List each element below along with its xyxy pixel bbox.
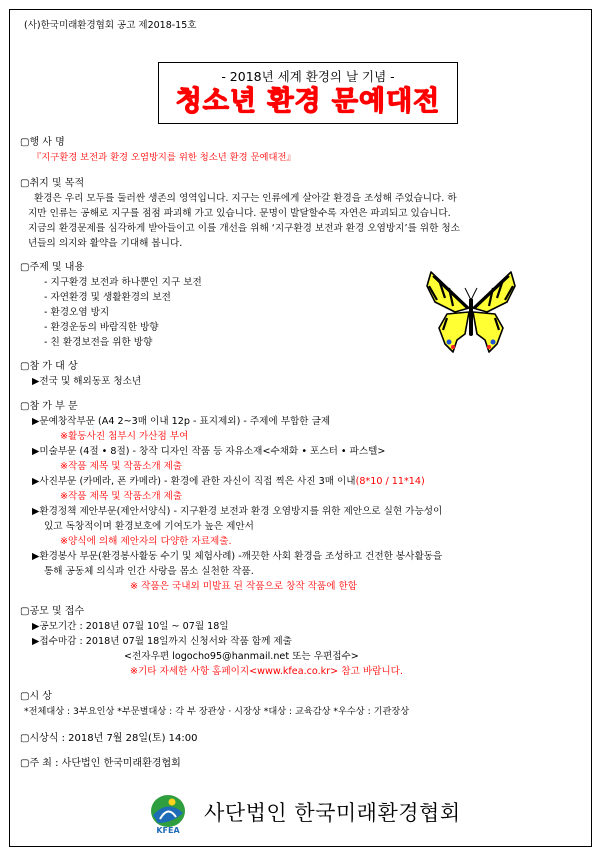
section-event-name [20,135,296,165]
event-title: 청소년 환경 문예대전 [175,86,441,117]
section-heading: ▢시 상 [20,691,52,702]
category-note: ※활동사진 첨부시 가산점 부여 [60,431,189,442]
category-final-note: ※ 작품은 국내외 미발표 된 작품으로 창작 작품에 한함 [130,581,358,592]
target-text: ▶전국 및 해외동포 청소년 [32,376,142,387]
event-subtitle: - 2018년 세계 환경의 날 기념 - [221,69,395,84]
purpose-line: 지만 인류는 공해로 지구를 점점 파괴해 가고 있습니다. 문명이 발달할수록 자연은 파괴되고 있습니다. [28,208,451,219]
section-heading: ▢취지 및 목적 [20,178,85,189]
notice-document [9,9,592,847]
category-photo-text: ▶사진부문 (카메라, 폰 카메라) - 환경에 관한 자신이 직접 찍은 사진 3매 이내 [32,476,356,487]
section-ceremony [20,731,198,746]
category-policy: ▶환경정책 제안부문(제안서양식) - 지구환경 보전과 환경 오염방지를 위한 제안으로 실현 가능성이 [32,506,443,517]
theme-item: - 환경오염 방지 [44,307,110,318]
submission-method [20,649,403,664]
section-purpose [20,176,589,251]
photo-size: (8*10 / 11*14) [355,476,425,487]
section-host [20,756,181,771]
section-awards [20,689,409,719]
category-note: ※작품 제목 및 작품소개 제출 [60,491,183,502]
category-volunteer-cont: 통해 공동체 의식과 인간 사랑을 몸소 실천한 작품. [44,566,254,577]
submission-period: ▶공모기간 : 2018년 07월 10일 ~ 07월 18일 [32,621,229,632]
section-themes [20,260,202,350]
event-full-name: 『지구환경 보전과 환경 오염방지를 위한 청소년 환경 문예대전』 [32,152,296,163]
logo-text: KFEA [156,826,180,835]
section-heading: ▢행 사 명 [20,137,65,148]
section-heading: ▢주제 및 내용 [20,262,85,273]
kfea-logo-icon [148,793,188,835]
awards-text: *전체대상 : 3부요인상 *부문별대상 : 각 부 장관상 · 시장상 *대상 : 교육감상 *우수상 : 기관장상 [24,706,410,717]
organization-name: 사단법인 한국미래환경협회 [204,801,461,825]
submission-deadline: ▶접수마감 : 2018년 07월 18일까지 신청서와 작품 함께 제출 [32,636,292,647]
theme-item: - 환경운동의 바람직한 방향 [44,322,159,333]
butterfly-illustration [425,268,517,354]
ceremony-text: ▢시상식 : 2018년 7월 28일(토) 14:00 [20,733,198,744]
footer [148,793,488,837]
method-pre: <전자우편 [124,651,173,662]
title-box [158,62,458,124]
purpose-line: 년들의 의지와 활약을 기대해 봅니다. [28,238,183,249]
purpose-line: 지금의 환경문제를 심각하게 받아들이고 이를 개선을 위해 ‘지구환경 보전과 환경 오염방지’를 위한 청소 [28,223,460,234]
section-submission [20,604,403,679]
theme-item: - 지구환경 보전과 하나뿐인 지구 보전 [44,277,202,288]
section-target [20,359,141,389]
theme-item: - 친 환경보전을 위한 방향 [44,337,153,348]
section-categories [20,399,442,594]
category-note: ※작품 제목 및 작품소개 제출 [60,461,183,472]
category-photo [20,474,442,489]
theme-item: - 자연환경 및 생활환경의 보전 [44,292,171,303]
email-link[interactable]: logocho95@hanmail.net [172,651,290,662]
notice-number: (사)한국미래환경협회 공고 제2018-15호 [24,20,197,31]
website-note: ※기타 자세한 사항 홈페이지<www.kfea.co.kr> 참고 바랍니다. [130,666,403,677]
section-heading: ▢참 가 부 문 [20,401,78,412]
category-art: ▶미술부문 (4절 • 8절) - 창작 디자인 작품 등 자유소재<수채화 • 포스터 • 파스텔> [32,446,386,457]
category-policy-cont: 있고 독창적이며 환경보호에 기여도가 높은 제안서 [44,521,254,532]
category-note: ※양식에 의해 제안자의 다양한 자료제출. [60,536,232,547]
section-heading: ▢참 가 대 상 [20,361,78,372]
purpose-line: 환경은 우리 모두를 둘러싼 생존의 영역입니다. 지구는 인류에게 살아갈 환경을 조성해 주었습니다. 하 [34,193,457,204]
category-volunteer: ▶환경봉사 부문(환경봉사활동 수기 및 체험사례) -깨끗한 사회 환경을 조성하고 건전한 봉사활동을 [32,551,443,562]
host-text: ▢주 최 : 사단법인 한국미래환경협회 [20,758,181,769]
category-literature: ▶문예창작부문 (A4 2~3매 이내 12p - 표지제외) - 주제에 부합한 글제 [32,416,331,427]
section-heading: ▢공모 및 접수 [20,606,85,617]
method-post: 또는 우편접수> [289,651,359,662]
